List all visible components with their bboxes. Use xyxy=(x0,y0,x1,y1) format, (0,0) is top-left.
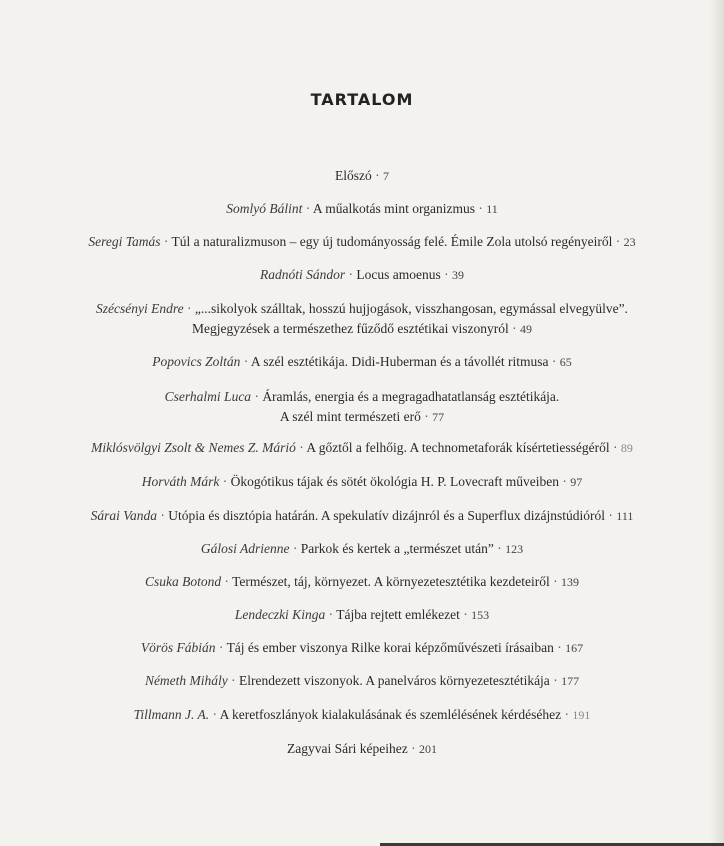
separator-dot: · xyxy=(497,541,502,556)
entry-title: Ökogótikus tájak és sötét ökológia H. P. Lovecraft műveiben xyxy=(230,474,560,489)
entry-author: Gálosi Adrienne xyxy=(200,541,290,556)
entry-page-number: 11 xyxy=(486,202,498,216)
entry-title: Áramlás, energia és a megragadhatatlanság esztétikája. xyxy=(262,389,560,404)
separator-dot: · xyxy=(411,741,416,756)
entry-page-number: 89 xyxy=(620,441,633,455)
entry-page-number: 77 xyxy=(432,410,445,424)
entry-title: Természet, táj, környezet. A környezetesztétika kezdeteiről xyxy=(232,574,550,589)
separator-dot: · xyxy=(305,201,311,216)
entry-author: Csuka Botond xyxy=(144,574,222,589)
entry-title-line2: Megjegyzések a természethez fűződő esztétikai viszonyról xyxy=(192,321,509,336)
separator-dot: · xyxy=(160,508,165,523)
separator-dot: · xyxy=(553,673,558,688)
entry-title-line2: A szél mint természeti erő xyxy=(279,409,421,424)
separator-dot: · xyxy=(557,640,562,655)
entry-page-number: 49 xyxy=(520,322,532,336)
entry-page-number: 167 xyxy=(565,641,584,655)
entry-title: A műalkotás mint organizmus xyxy=(312,201,475,216)
page-title: TARTALOM xyxy=(310,90,414,109)
entry-title: Előszó xyxy=(335,168,372,183)
entry-page-number: 123 xyxy=(505,542,524,556)
toc-entry xyxy=(0,199,724,219)
separator-dot: · xyxy=(478,201,483,216)
separator-dot: · xyxy=(187,301,192,316)
entry-author: Seregi Tamás xyxy=(88,234,161,249)
separator-dot: · xyxy=(551,354,557,369)
entry-title: Táj és ember viszonya Rilke korai képzőművészeti írásaiban xyxy=(226,640,554,655)
toc-entry xyxy=(0,705,724,725)
separator-dot: · xyxy=(222,474,228,489)
separator-dot: · xyxy=(463,607,468,622)
toc-entry xyxy=(0,671,724,691)
entry-author: Horváth Márk xyxy=(141,474,220,489)
separator-dot: · xyxy=(564,707,569,722)
entry-author: Szécsényi Endre xyxy=(96,301,184,316)
separator-dot: · xyxy=(444,267,449,282)
separator-dot: · xyxy=(328,607,334,622)
separator-dot: · xyxy=(299,440,304,455)
entry-page-number: 23 xyxy=(623,235,636,249)
entry-page-number: 139 xyxy=(561,575,580,589)
separator-dot: · xyxy=(218,640,224,655)
separator-dot: · xyxy=(292,541,298,556)
entry-title-line2-wrap xyxy=(0,319,724,339)
entry-page-number: 177 xyxy=(561,674,580,688)
separator-dot: · xyxy=(608,508,613,523)
toc-entry xyxy=(0,605,724,625)
toc-entry xyxy=(0,352,724,372)
entry-title-line2-wrap xyxy=(0,407,724,427)
separator-dot: · xyxy=(613,440,618,455)
separator-dot: · xyxy=(254,389,259,404)
separator-dot: · xyxy=(212,707,217,722)
separator-dot: · xyxy=(562,474,567,489)
toc-entry xyxy=(0,438,724,458)
entry-title: Parkok és kertek a „természet után” xyxy=(300,541,494,556)
entry-author: Somlyó Bálint xyxy=(226,201,303,216)
separator-dot: · xyxy=(553,574,558,589)
entry-title: Zagyvai Sári képeihez xyxy=(287,741,408,756)
separator-dot: · xyxy=(163,234,169,249)
entry-title: Tájba rejtett emlékezet xyxy=(336,607,460,622)
entry-author: Radnóti Sándor xyxy=(260,267,346,282)
entry-title: A keretfoszlányok kialakulásának és szemlélésének kérdéséhez xyxy=(219,707,562,722)
separator-dot: · xyxy=(375,168,380,183)
entry-author: Sárai Vanda xyxy=(90,508,157,523)
entry-page-number: 201 xyxy=(418,742,437,756)
entry-page-number: 7 xyxy=(383,169,389,183)
toc-entry xyxy=(0,506,724,526)
entry-title: Locus amoenus xyxy=(356,267,441,282)
toc-entry xyxy=(0,265,724,285)
entry-author: Tillmann J. A. xyxy=(133,707,210,722)
entry-author: Németh Mihály xyxy=(144,673,228,688)
separator-dot: · xyxy=(243,354,249,369)
entry-title: „...sikolyok szálltak, hosszú hujjogások, visszhangosan, egymással elvegyülve”. xyxy=(194,301,628,316)
entry-page-number: 111 xyxy=(616,509,634,523)
entry-author: Lendeczki Kinga xyxy=(234,607,326,622)
separator-dot: · xyxy=(224,574,229,589)
entry-author: Miklósvölgyi Zsolt & Nemes Z. Márió xyxy=(91,440,296,455)
toc-entry xyxy=(0,572,724,592)
separator-dot: · xyxy=(512,321,517,336)
toc-entry xyxy=(0,166,724,186)
toc-entry xyxy=(0,739,724,759)
entry-page-number: 97 xyxy=(570,475,583,489)
toc-entry xyxy=(0,638,724,658)
toc-entry xyxy=(0,387,724,427)
entry-page-number: 191 xyxy=(572,708,591,722)
entry-author: Cserhalmi Luca xyxy=(164,389,252,404)
entry-author: Popovics Zoltán xyxy=(152,354,241,369)
toc-entry xyxy=(0,539,724,559)
toc-entry xyxy=(0,232,724,252)
entry-page-number: 39 xyxy=(452,268,464,282)
separator-dot: · xyxy=(424,409,429,424)
separator-dot: · xyxy=(615,234,621,249)
entry-page-number: 153 xyxy=(471,608,490,622)
separator-dot: · xyxy=(348,267,354,282)
toc-entry xyxy=(0,299,724,339)
entry-title: Elrendezett viszonyok. A panelváros környezetesztétikája xyxy=(239,673,550,688)
separator-dot: · xyxy=(231,673,236,688)
entry-title: Túl a naturalizmuson – egy új tudományosság felé. Émile Zola utolsó regényeiről xyxy=(171,234,613,249)
toc-entry xyxy=(0,472,724,492)
entry-title: A gőztől a felhőig. A technometaforák kísértetiességéről xyxy=(306,440,610,455)
entry-title: Utópia és disztópia határán. A spekulatív dizájnról és a Superflux dizájnstúdióról xyxy=(168,508,606,523)
entry-title: A szél esztétikája. Didi-Huberman és a távollét ritmusa xyxy=(250,354,549,369)
entry-author: Vörös Fábián xyxy=(140,640,216,655)
entry-page-number: 65 xyxy=(559,355,572,369)
